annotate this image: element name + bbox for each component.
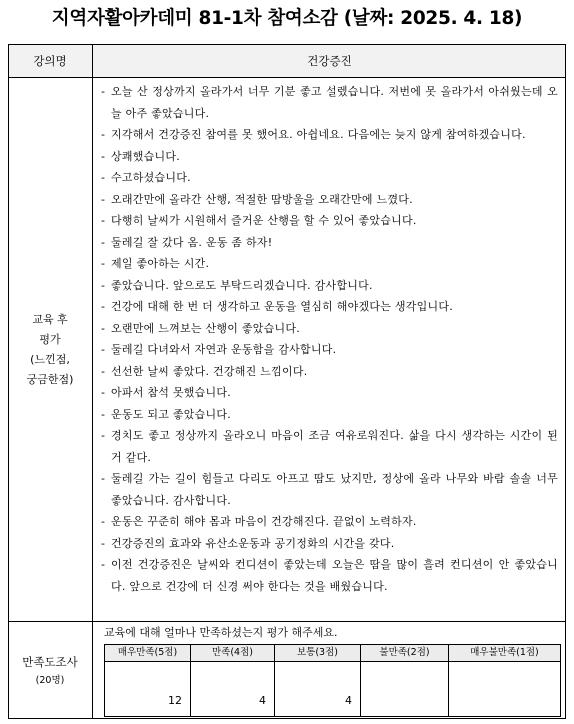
feedback-item: - 건강증진의 효과와 유산소운동과 공기정화의 시간을 갖다. — [101, 536, 395, 550]
feedback-item: - 제일 좋아하는 시간. — [101, 257, 210, 270]
satisfaction-table — [104, 644, 561, 717]
feedback-item: - 둘레길 가는 길이 힘들고 다리도 아프고 땀도 났지만, 정상에 올라 나무와 바람 솔솔 너무 좋았습니다. 감사합니다. — [101, 472, 558, 507]
feedback-item: - 좋았습니다. 앞으로도 부탁드리겠습니다. 감사합니다. — [101, 278, 373, 292]
satisfaction-value-row — [105, 662, 561, 717]
feedback-item: - 둘레길 다녀와서 자연과 운동함을 감사합니다. — [101, 343, 337, 356]
feedback-item: - 지각해서 건강증진 참여를 못 했어요. 아쉽네요. 다음에는 늦지 않게 참여하겠습니다. — [101, 128, 526, 141]
rating-value-very-dissatisfied — [449, 662, 561, 717]
rating-value-neutral: 4 — [275, 662, 361, 717]
satisfaction-header-row — [105, 645, 561, 662]
rating-value-very-satisfied: 12 — [105, 662, 191, 717]
feedback-item: - 상쾌했습니다. — [101, 149, 181, 163]
survey-respondent-count: (20명) — [35, 674, 65, 686]
feedback-item: - 운동은 꾸준히 해야 몸과 마음이 건강해진다. 끝없이 노력하자. — [101, 515, 417, 528]
rating-header-very-satisfied: 매우만족(5점) — [105, 645, 191, 662]
feedback-item: - 선선한 날씨 좋았다. 건강해진 느낌이다. — [101, 364, 308, 378]
evaluation-label-line: 궁금한점) — [26, 373, 74, 386]
feedback-item: - 둘레길 잘 갔다 옴. 운동 좀 하자! — [101, 235, 273, 249]
feedback-item: - 오래간만에 올라간 산행, 적절한 땀방울을 오래간만에 느꼈다. — [101, 192, 413, 206]
feedback-item: - 오랜만에 느껴보는 산행이 좋았습니다. — [101, 321, 301, 335]
rating-header-satisfied: 만족(4점) — [191, 645, 275, 662]
evaluation-label-line: (느낀점, — [30, 353, 70, 366]
document-title: 지역자활아카데미 81-1차 참여소감 (날짜: 2025. 4. 18) — [51, 8, 523, 29]
rating-value-dissatisfied — [361, 662, 449, 717]
evaluation-label-line: 평가 — [39, 333, 61, 346]
feedback-item: - 오늘 산 정상까지 올라가서 너무 기분 좋고 설렜습니다. 저번에 못 올라가서 아쉬웠는데 오늘 아주 좋았습니다. — [101, 85, 558, 120]
survey-label-title: 만족도조사 — [22, 654, 78, 669]
rating-value-satisfied: 4 — [191, 662, 275, 717]
rating-header-neutral: 보통(3점) — [275, 645, 361, 662]
header-lecture-name-value: 건강증진 — [307, 54, 352, 68]
feedback-item: - 경치도 좋고 정상까지 올라오니 마음이 조금 여유로워진다. 삶을 다시 생각하는 시간이 된 거 같다. — [101, 429, 558, 464]
rating-header-dissatisfied: 불만족(2점) — [361, 645, 449, 662]
feedback-item: - 운동도 되고 좋았습니다. — [101, 407, 231, 421]
evaluation-label — [8, 80, 92, 620]
feedback-item: - 이전 건강증진은 날씨와 컨디션이 좋았는데 오늘은 땀을 많이 흘려 컨디션이 안 좋았습니다. 앞으로 건강에 더 신경 써야 한다는 것을 배웠습니다. — [101, 558, 558, 593]
header-lecture-name-label: 강의명 — [33, 54, 67, 68]
evaluation-label-line: 교육 후 — [32, 313, 68, 326]
feedback-item: - 건강에 대해 한 번 더 생각하고 운동을 열심히 해야겠다는 생각입니다. — [101, 300, 453, 313]
feedback-list — [93, 81, 566, 597]
survey-label — [8, 622, 92, 719]
survey-question: 교육에 대해 얼마나 만족하셨는지 평가 해주세요. — [104, 626, 338, 639]
feedback-item: - 수고하셨습니다. — [101, 171, 191, 184]
feedback-item: - 다행히 날씨가 시원해서 즐거운 산행을 할 수 있어 좋았습니다. — [101, 214, 417, 227]
rating-header-very-dissatisfied: 매우불만족(1점) — [449, 645, 561, 662]
feedback-item: - 아파서 참석 못했습니다. — [101, 386, 231, 399]
